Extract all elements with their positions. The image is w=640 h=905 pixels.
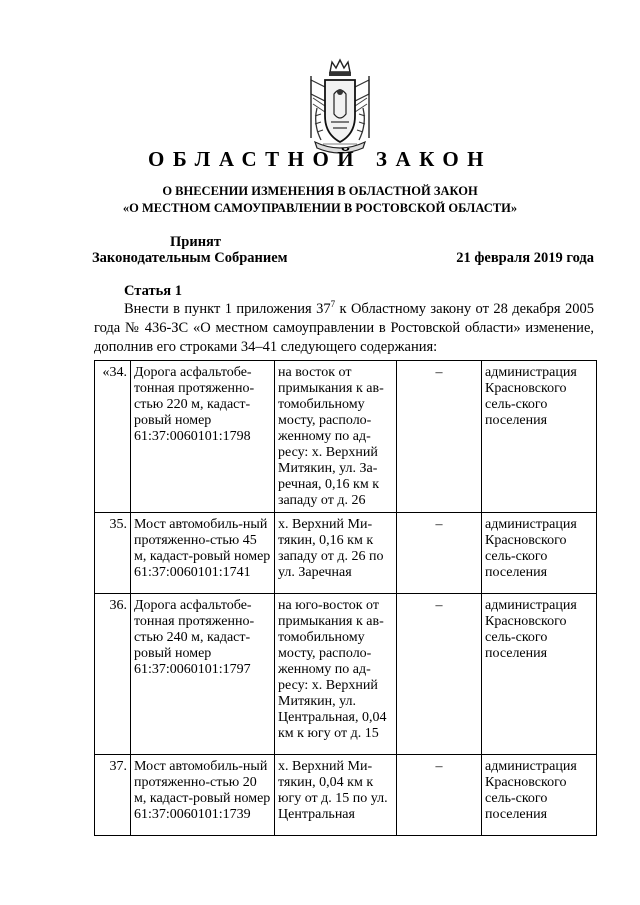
table-row	[95, 361, 597, 513]
table-row	[95, 755, 597, 836]
document-title: ОБЛАСТНОЙ ЗАКОН	[147, 147, 492, 171]
document-subtitle-line2: «О МЕСТНОМ САМОУПРАВЛЕНИИ В РОСТОВСКОЙ ОБЛАСТИ»	[122, 201, 518, 215]
adoption-label: Принят	[170, 234, 222, 250]
row-number: «34.	[95, 361, 131, 513]
object-owner: администрация Красновского сель-ского поселения	[482, 755, 597, 836]
row-number: 35.	[95, 513, 131, 594]
adoption-body: Законодательным Собранием	[92, 250, 288, 266]
row-number: 36.	[95, 594, 131, 755]
object-location: х. Верхний Ми-тякин, 0,16 км к западу от д. 26 по ул. Заречная	[275, 513, 397, 594]
article-text-start: Внести в пункт 1 приложения 37	[124, 301, 331, 317]
object-description: Мост автомобиль-ный протяженно-стью 45 м, кадаст-ровый номер 61:37:0060101:1741	[131, 513, 275, 594]
article-heading: Статья 1	[124, 283, 182, 299]
object-location: х. Верхний Ми-тякин, 0,04 км к югу от д. 15 по ул. Центральная	[275, 755, 397, 836]
table-row	[95, 513, 597, 594]
object-description: Дорога асфальтобе-тонная протяженно-стью 240 м, кадаст-ровый номер 61:37:0060101:1797	[131, 594, 275, 755]
table-row	[95, 594, 597, 755]
empty-value-dash: –	[397, 513, 482, 594]
property-table	[94, 360, 597, 836]
adoption-date: 21 февраля 2019 года	[456, 250, 594, 266]
object-location: на восток от примыкания к ав-томобильному мосту, располо-женному по ад-ресу: х. Верхний Митякин, ул. За-речная, 0,16 км к западу от д. 26	[275, 361, 397, 513]
object-description: Дорога асфальтобе-тонная протяженно-стью 220 м, кадаст-ровый номер 61:37:0060101:1798	[131, 361, 275, 513]
empty-value-dash: –	[397, 594, 482, 755]
rostov-oblast-coat-of-arms-icon	[297, 58, 383, 156]
empty-value-dash: –	[397, 361, 482, 513]
document-subtitle-line1: О ВНЕСЕНИИ ИЗМЕНЕНИЯ В ОБЛАСТНОЙ ЗАКОН	[162, 184, 478, 198]
object-description: Мост автомобиль-ный протяженно-стью 20 м, кадаст-ровый номер 61:37:0060101:1739	[131, 755, 275, 836]
article-paragraph	[94, 300, 594, 357]
appendix-superscript: 7	[330, 299, 336, 309]
article-text-end: к Областному закону от 28 декабря 2005 года № 436-ЗС «О местном самоуправлении в Ростовской области» изменение, дополнив его строками 34–41 следующего содержания:	[94, 301, 594, 355]
object-owner: администрация Красновского сель-ского поселения	[482, 361, 597, 513]
row-number: 37.	[95, 755, 131, 836]
object-location: на юго-восток от примыкания к ав-томобильному мосту, располо-женному по ад-ресу: х. Верхний Митякин, ул. Центральная, 0,04 км к югу от д. 15	[275, 594, 397, 755]
object-owner: администрация Красновского сель-ского поселения	[482, 594, 597, 755]
empty-value-dash: –	[397, 755, 482, 836]
object-owner: администрация Красновского сель-ского поселения	[482, 513, 597, 594]
